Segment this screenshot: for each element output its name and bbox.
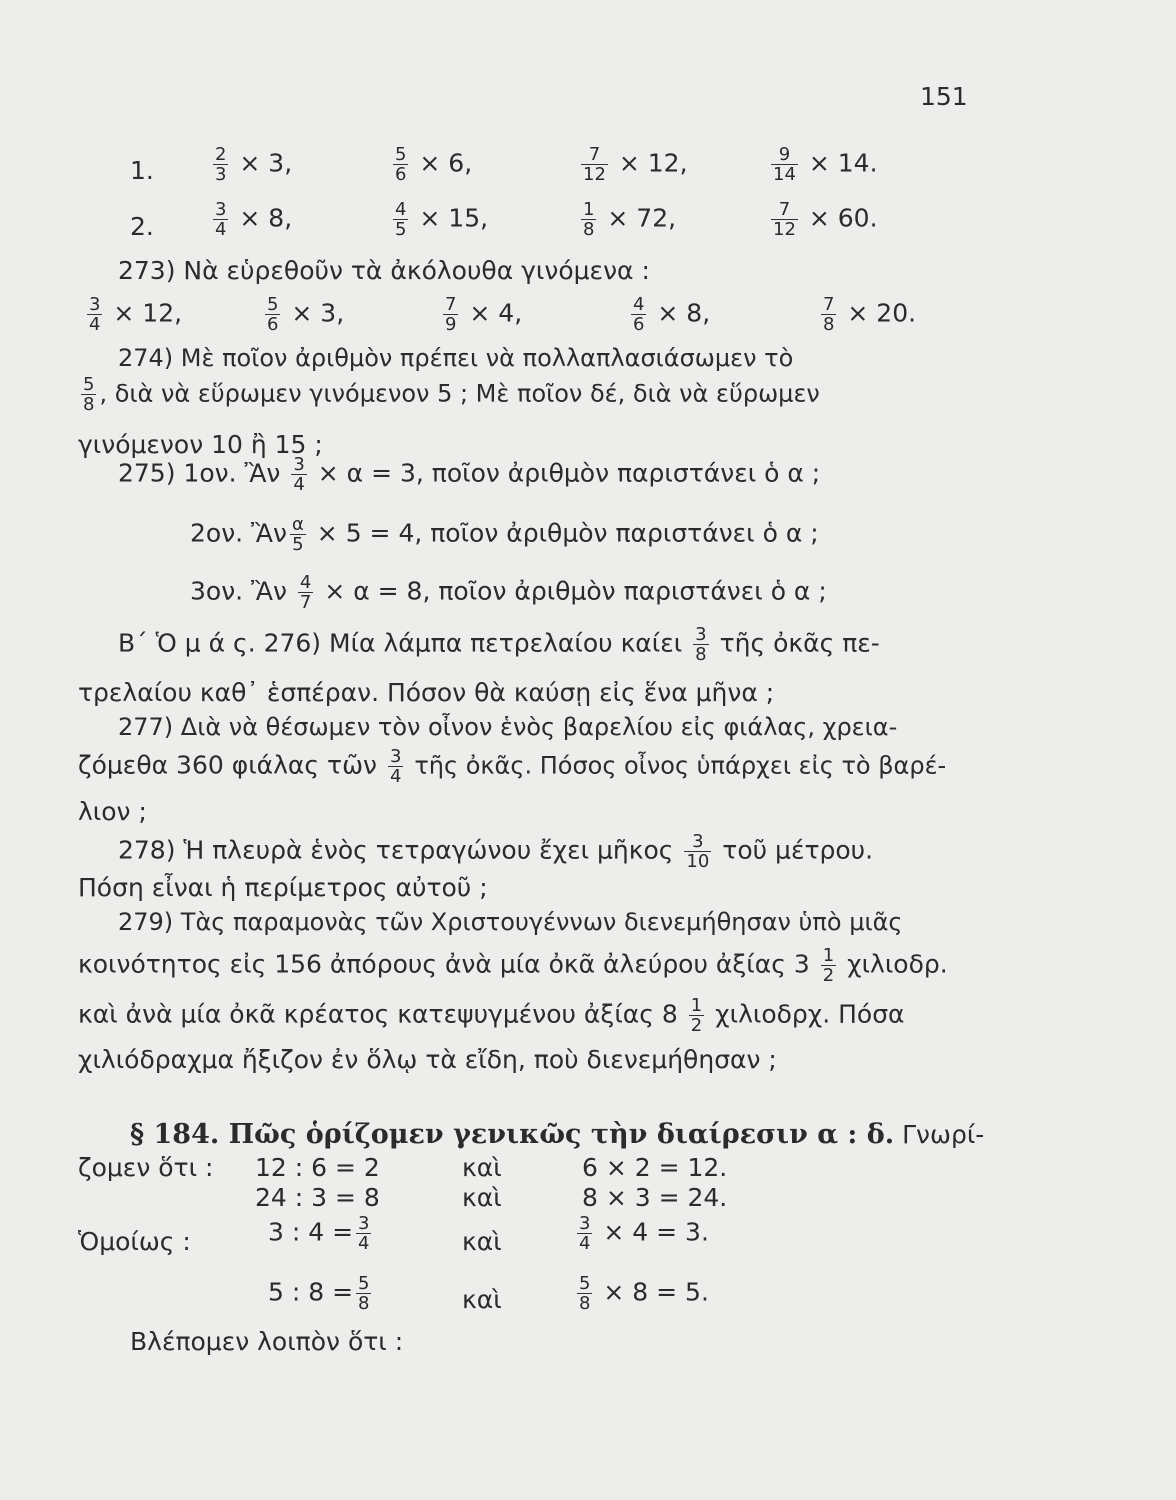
equation-kai: καὶ [462,1285,502,1314]
fraction: $\frac{1}{8}$ [583,199,595,240]
exercise-2-label: 2. [130,212,154,241]
fraction: $\frac{7}{12}$ [773,199,796,240]
closing-text: Βλέπομεν λοιπὸν ὅτι : [130,1327,404,1356]
equation-left: 12 : 6 = 2 [255,1153,380,1182]
fraction: $\frac{1}{2}$ [822,945,835,986]
fraction: $\frac{9}{14}$ [773,144,796,185]
fraction: $\frac{5}{8}$ [358,1273,370,1314]
fraction: $\frac{2}{3}$ [215,144,227,185]
equation-label: Ὁμοίως : [78,1227,191,1256]
fraction: $\frac{5}{6}$ [267,294,279,335]
equation-kai: καὶ [462,1227,502,1256]
equation-kai: καὶ [462,1153,502,1182]
section-title: § 184. Πῶς ὁρίζομεν γενικῶς τὴν διαίρεσιν α : δ. [130,1119,895,1150]
problem-276-line-2: τρελαίου καθ᾽ ἑσπέραν. Πόσον θὰ καύσῃ εἰς ἕνα μῆνα ; [78,678,775,707]
section-lead: ζομεν ὅτι : [78,1153,214,1182]
exercise-2-item: $\frac{7}{12}$ × 60. [773,199,878,240]
exercise-2-item: $\frac{4}{5}$ × 15, [395,199,489,240]
exercise-1-label: 1. [130,156,154,185]
fraction: $\frac{3}{4}$ [579,1213,591,1254]
equation-left: 3 : 4 = $\frac{3}{4}$ [268,1213,370,1254]
problem-274-line-1: 274) Μὲ ποῖον ἀριθμὸν πρέπει νὰ πολλαπλασιάσωμεν τὸ [118,344,794,372]
problem-276-line-1: Β΄ Ὁ μ ά ς. 276) Μία λάμπα πετρελαίου καίει $\frac{3}{8}$ τῆς ὀκᾶς πε- [118,624,880,665]
problem-279-line-2: κοινότητος εἰς 156 ἀπόρους ἀνὰ μία ὀκᾶ ἀλεύρου ἀξίας 3 $\frac{1}{2}$ χιλιοδρ. [78,945,948,986]
fraction: $\frac{4}{5}$ [395,199,407,240]
problem-275-part-2: 2ον. Ἂν $\frac{\alpha}{5}$ × 5 = 4, ποῖον ἀριθμὸν παριστάνει ὁ α ; [190,514,819,555]
fraction: $\frac{3}{8}$ [695,624,707,665]
equation-right: 8 × 3 = 24. [582,1183,728,1212]
problem-279-line-3: καὶ ἀνὰ μία ὀκᾶ κρέατος κατεψυγμένου ἀξίας 8 $\frac{1}{2}$ χιλιοδρχ. Πόσα [78,995,905,1036]
exercise-1-item: $\frac{5}{6}$ × 6, [395,144,473,185]
equation-kai: καὶ [462,1183,502,1212]
fraction: $\frac{3}{4}$ [358,1213,370,1254]
problem-278-line-1: 278) Ἡ πλευρὰ ἑνὸς τετραγώνου ἔχει μῆκος $\frac{3}{10}$ τοῦ μέτρου. [118,831,874,872]
fraction: $\frac{3}{4}$ [89,294,101,335]
problem-279-line-4: χιλιόδραχμα ἤξιζον ἐν ὅλῳ τὰ εἴδη, ποὺ διενεμήθησαν ; [78,1045,777,1074]
problem-278-line-2: Πόση εἶναι ἡ περίμετρος αὐτοῦ ; [78,873,488,902]
equation-right: $\frac{5}{8}$ × 8 = 5. [579,1273,709,1314]
section-184-heading: § 184. Πῶς ὁρίζομεν γενικῶς τὴν διαίρεσιν α : δ. Γνωρί- [130,1119,985,1150]
problem-273-item: $\frac{3}{4}$ × 12, [89,294,183,335]
problem-277-line-2: ζόμεθα 360 φιάλας τῶν $\frac{3}{4}$ τῆς ὀκᾶς. Πόσος οἶνος ὑπάρχει εἰς τὸ βαρέ- [78,746,947,787]
equation-right: 6 × 2 = 12. [582,1153,728,1182]
problem-277-line-1: 277) Διὰ νὰ θέσωμεν τὸν οἶνον ἑνὸς βαρελίου εἰς φιάλας, χρεια- [118,713,898,741]
problem-273-item: $\frac{7}{9}$ × 4, [445,294,523,335]
fraction: $\frac{\alpha}{5}$ [291,514,304,555]
fraction: $\frac{7}{8}$ [823,294,835,335]
problem-274-line-3: γινόμενον 10 ἢ 15 ; [78,430,323,459]
exercise-1-item: $\frac{2}{3}$ × 3, [215,144,293,185]
problem-273-item: $\frac{4}{6}$ × 8, [633,294,711,335]
problem-279-line-1: 279) Τὰς παραμονὰς τῶν Χριστουγέννων διενεμήθησαν ὑπὸ μιᾶς [118,908,903,936]
equation-right: $\frac{3}{4}$ × 4 = 3. [579,1213,709,1254]
exercise-2-item: $\frac{3}{4}$ × 8, [215,199,293,240]
exercise-2-item: $\frac{1}{8}$ × 72, [583,199,677,240]
fraction: $\frac{1}{2}$ [690,995,703,1036]
fraction: $\frac{3}{10}$ [686,831,710,872]
exercise-1-item: $\frac{9}{14}$ × 14. [773,144,878,185]
problem-273-item: $\frac{5}{6}$ × 3, [267,294,345,335]
problem-274-line-2: $\frac{5}{8}$ , διὰ νὰ εὕρωμεν γινόμενον 5 ; Μὲ ποῖον δέ, διὰ νὰ εὕρωμεν [83,374,820,415]
equation-left: 5 : 8 = $\frac{5}{8}$ [268,1273,370,1314]
fraction: $\frac{4}{6}$ [633,294,645,335]
fraction: $\frac{5}{8}$ [579,1273,591,1314]
problem-275-part-3: 3ον. Ἂν $\frac{4}{7}$ × α = 8, ποῖον ἀριθμὸν παριστάνει ὁ α ; [190,572,827,613]
problem-275-part-1: 275) 1ον. Ἂν $\frac{3}{4}$ × α = 3, ποῖον ἀριθμὸν παριστάνει ὁ α ; [118,454,821,495]
problem-273-item: $\frac{7}{8}$ × 20. [823,294,917,335]
fraction: $\frac{5}{8}$ [83,374,95,415]
problem-273-text: 273) Νὰ εὑρεθοῦν τὰ ἀκόλουθα γινόμενα : [118,256,650,285]
fraction: $\frac{3}{4}$ [389,746,402,787]
fraction: $\frac{4}{7}$ [299,572,312,613]
fraction: $\frac{3}{4}$ [293,454,305,495]
problem-277-line-3: λιον ; [78,797,147,826]
equation-left: 24 : 3 = 8 [255,1183,380,1212]
fraction: $\frac{5}{6}$ [395,144,407,185]
fraction: $\frac{7}{12}$ [583,144,606,185]
fraction: $\frac{7}{9}$ [445,294,457,335]
fraction: $\frac{3}{4}$ [215,199,227,240]
exercise-1-item: $\frac{7}{12}$ × 12, [583,144,688,185]
page-number: 151 [920,82,968,111]
